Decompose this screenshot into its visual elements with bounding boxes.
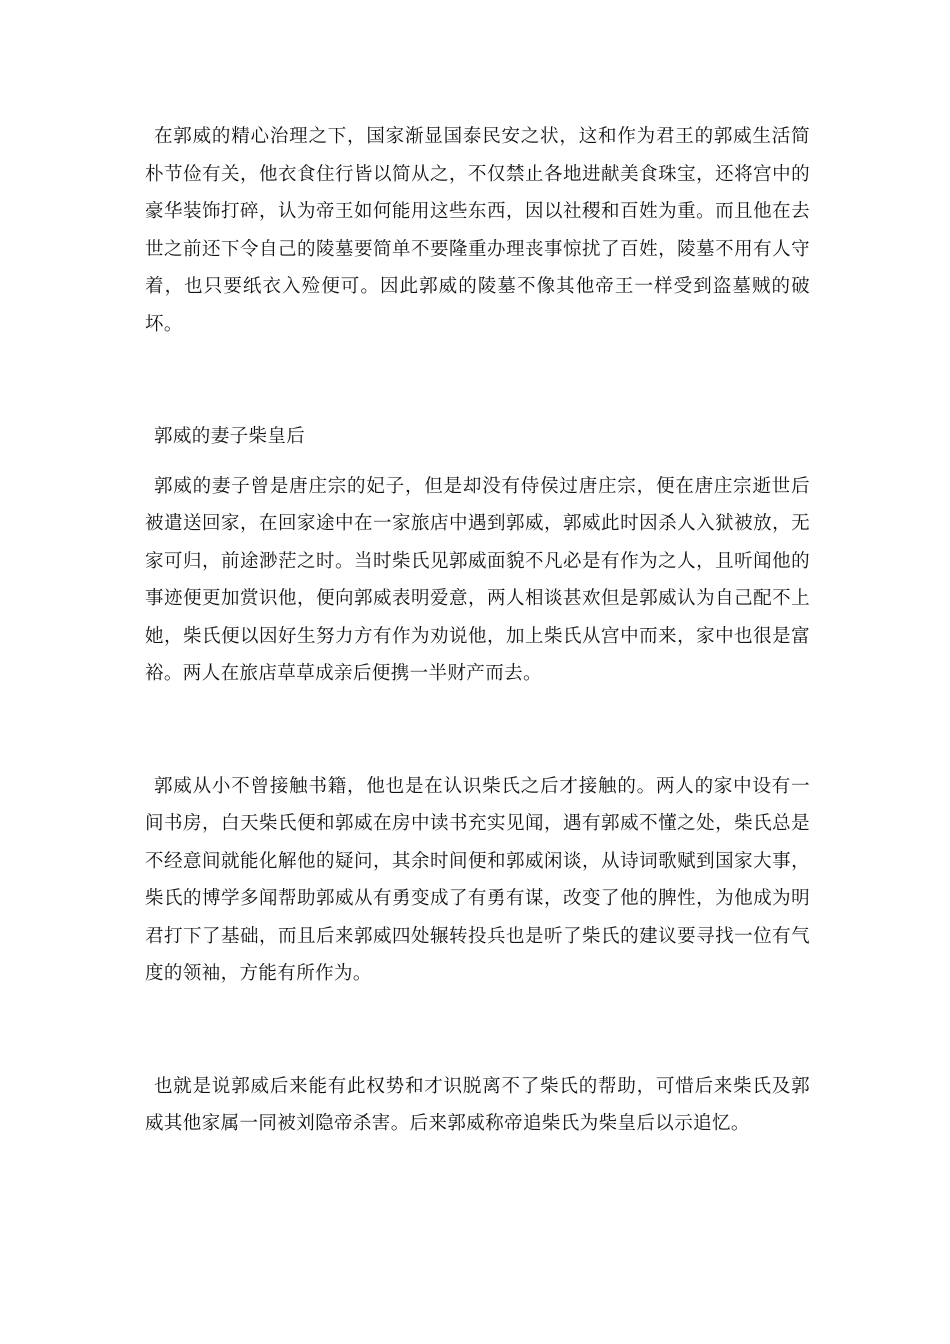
document-body	[145, 118, 810, 1143]
paragraph-study-and-influence: 郭威从小不曾接触书籍，他也是在认识柴氏之后才接触的。两人的家中设有一间书房，白天柴氏便和郭威在房中读书充实见闻，遇有郭威不懂之处，柴氏总是不经意间就能化解他的疑问，其余时间便和郭威闲谈，从诗词歌赋到国家大事，柴氏的博学多闻帮助郭威从有勇变成了有勇有谋，改变了他的脾性，为他成为明君打下了基础，而且后来郭威四处辗转投兵也是听了柴氏的建议要寻找一位有气度的领袖，方能有所作为。	[145, 775, 810, 984]
paragraph-conclusion: 也就是说郭威后来能有此权势和才识脱离不了柴氏的帮助，可惜后来柴氏及郭威其他家属一同被刘隐帝杀害。后来郭威称帝追柴氏为柴皇后以示追忆。	[145, 1075, 810, 1134]
section-heading: 郭威的妻子柴皇后	[154, 426, 306, 447]
paragraph-guo-wei-governance: 在郭威的精心治理之下，国家渐显国泰民安之状，这和作为君王的郭威生活简朴节俭有关，他衣食住行皆以简从之，不仅禁止各地进献美食珠宝，还将宫中的豪华装饰打碎，认为帝王如何能用这些东西，因以社稷和百姓为重。而且他在去世之前还下令自己的陵墓要简单不要隆重办理丧事惊扰了百姓，陵墓不用有人守着，也只要纸衣入殓便可。因此郭威的陵墓不像其他帝王一样受到盗墓贼的破坏。	[145, 126, 810, 335]
spacer	[145, 456, 810, 468]
paragraph-empress-chai-meeting: 郭威的妻子曾是唐庄宗的妃子，但是却没有侍侯过唐庄宗，便在唐庄宗逝世后被遣送回家，在回家途中在一家旅店中遇到郭威，郭威此时因杀人入狱被放，无家可归，前途渺茫之时。当时柴氏见郭威面貌不凡必是有作为之人，且听闻他的事迹便更加赏识他，便向郭威表明爱意，两人相谈甚欢但是郭威认为自己配不上她，柴氏便以因好生努力方有作为劝说他，加上柴氏从宫中而来，家中也很是富裕。两人在旅店草草成亲后便携一半财产而去。	[145, 475, 810, 684]
spacer	[145, 693, 810, 768]
spacer	[145, 993, 810, 1068]
spacer	[145, 343, 810, 418]
